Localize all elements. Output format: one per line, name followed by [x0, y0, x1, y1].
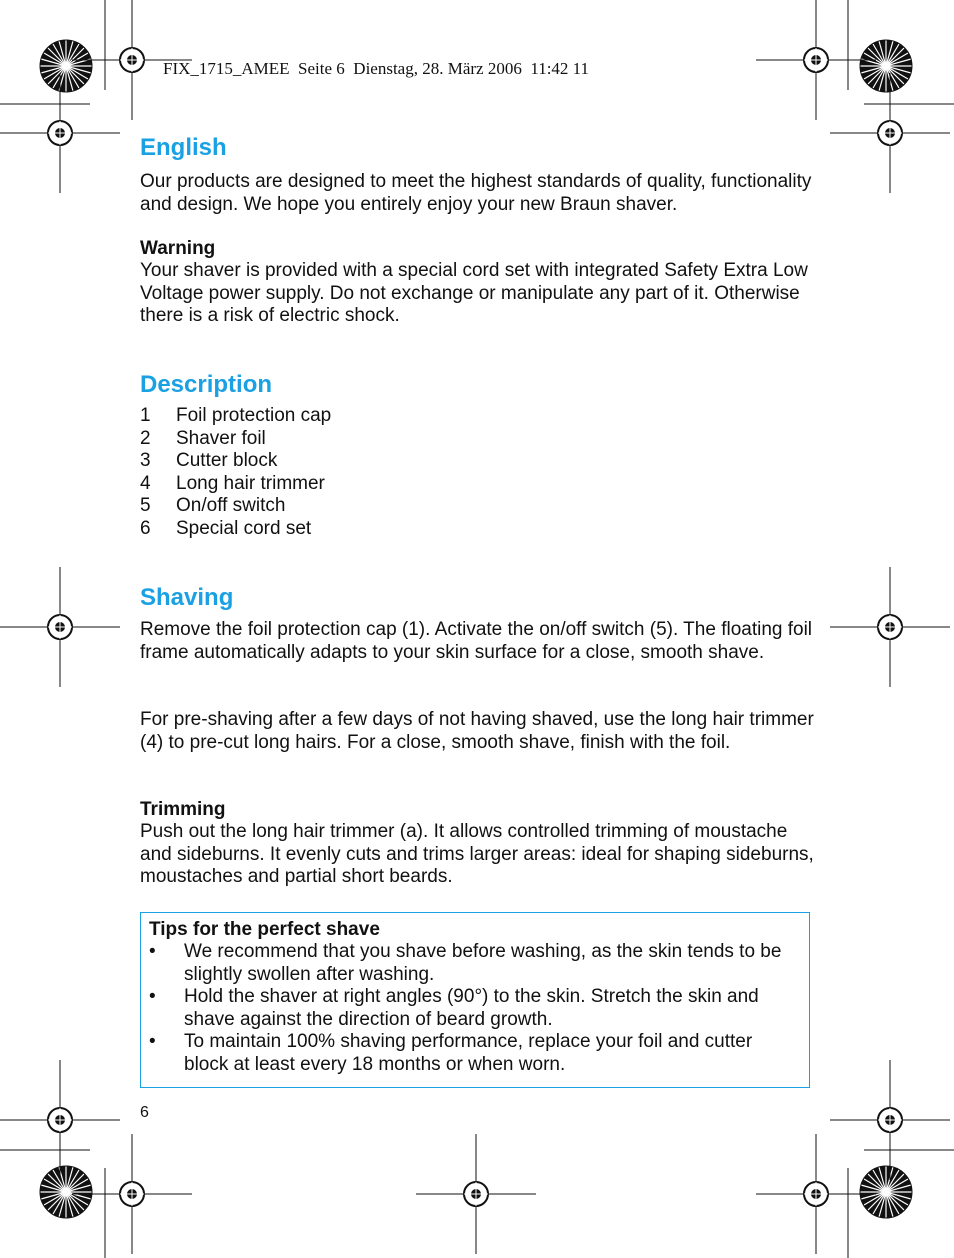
print-slug-line: FIX_1715_AMEE Seite 6 Dienstag, 28. März 2006 11:42 11 [163, 59, 590, 78]
heading-shaving: Shaving [140, 584, 234, 611]
list-item [140, 428, 331, 451]
tips-title: Tips for the perfect shave [149, 919, 380, 940]
item-number: 2 [140, 427, 151, 449]
list-item [140, 518, 331, 541]
item-label: Cutter block [176, 450, 278, 471]
tip-text: To maintain 100% shaving performance, replace your foil and cutter block at least every 18 months or when worn. [184, 1031, 753, 1075]
bullet-icon: • [149, 986, 156, 1007]
tips-box [140, 912, 810, 1088]
trimming-paragraph: Push out the long hair trimmer (a). It allows controlled trimming of moustache and sideburns. It evenly cuts and trims larger areas: ideal for shaping sideburns, moustaches and partial short beards. [140, 821, 814, 887]
shaving-paragraph-1: Remove the foil protection cap (1). Activate the on/off switch (5). The floating foil frame automatically adapts to your skin surface for a close, smooth shave. [140, 619, 813, 663]
item-number: 4 [140, 472, 151, 494]
item-number: 1 [140, 405, 151, 426]
trimming-title: Trimming [140, 799, 226, 820]
item-label: Special cord set [176, 517, 312, 539]
item-number: 6 [140, 517, 151, 539]
item-label: On/off switch [176, 495, 286, 516]
bullet-icon: • [149, 1031, 156, 1052]
bullet-icon: • [149, 941, 156, 962]
heading-english: English [140, 134, 227, 161]
intro-paragraph: Our products are designed to meet the highest standards of quality, functionality and design. We hope you entirely enjoy your new Braun shaver. [140, 171, 812, 215]
tip-text: Hold the shaver at right angles (90°) to the skin. Stretch the skin and shave against the direction of beard growth. [184, 986, 759, 1030]
item-label: Long hair trimmer [176, 472, 325, 494]
item-label: Foil protection cap [176, 405, 332, 426]
parts-list [140, 405, 331, 540]
tip-item [149, 941, 801, 986]
list-item [140, 495, 331, 518]
shaving-paragraph-2: For pre-shaving after a few days of not having shaved, use the long hair trimmer (4) to pre-cut long hairs. For a close, smooth shave, finish with the foil. [140, 709, 814, 753]
item-label: Shaver foil [176, 427, 266, 449]
item-number: 3 [140, 450, 151, 471]
page-number: 6 [140, 1104, 149, 1121]
tip-text: We recommend that you shave before washing, as the skin tends to be slightly swollen after washing. [184, 941, 782, 985]
list-item [140, 450, 331, 473]
tip-item [149, 986, 801, 1031]
warning-paragraph: Your shaver is provided with a special cord set with integrated Safety Extra Low Voltage power supply. Do not exchange or manipulate any part of it. Otherwise there is a risk of electric shock. [140, 260, 808, 326]
warning-title: Warning [140, 238, 216, 259]
tip-item [149, 1031, 801, 1076]
list-item [140, 405, 331, 428]
heading-description: Description [140, 371, 273, 398]
item-number: 5 [140, 495, 151, 516]
list-item [140, 473, 331, 496]
tips-list [149, 941, 801, 1076]
